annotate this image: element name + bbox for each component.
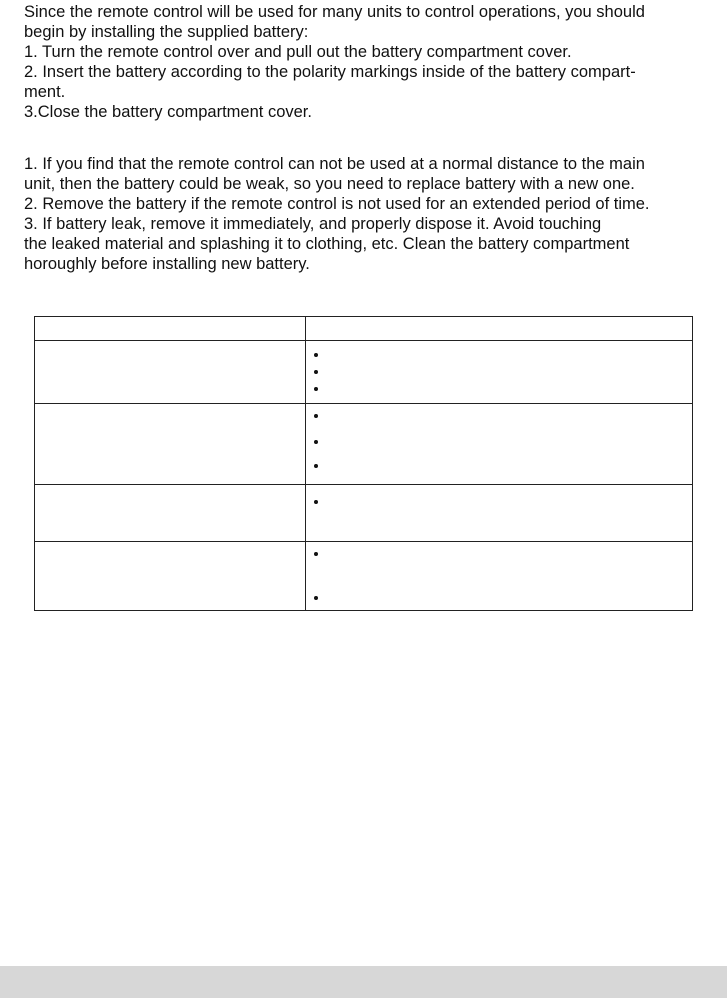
table-row [35,404,693,485]
remedy-cell [306,404,693,485]
step-3: 3.Close the battery compartment cover. [24,103,312,121]
bullet-icon [314,353,318,357]
symptom-cell [35,485,306,542]
symptom-header-cell [35,317,306,341]
bullet-icon [314,500,318,504]
note-3-end: horoughly before installing new battery. [24,255,310,273]
table-row [35,485,693,542]
battery-notes [24,154,720,274]
remedy-header-cell [306,317,693,341]
page-footer-bar [0,966,727,998]
table-row [35,542,693,611]
step-1: 1. Turn the remote control over and pull out the battery compartment cover. [24,43,572,61]
note-2: 2. Remove the battery if the remote control is not used for an extended period of time. [24,195,650,213]
table-header-row [35,317,693,341]
remedy-cell [306,542,693,611]
bullet-icon [314,440,318,444]
symptom-cell [35,542,306,611]
note-3: 3. If battery leak, remove it immediately, and properly dispose it. Avoid touching [24,215,602,233]
symptom-cell [35,341,306,404]
bullet-icon [314,596,318,600]
note-1-continued: unit, then the battery could be weak, so you need to replace battery with a new one. [24,175,635,193]
table-row [35,341,693,404]
remedy-cell [306,341,693,404]
battery-installation-instructions [24,2,720,122]
note-3-continued: the leaked material and splashing it to clothing, etc. Clean the battery compartment [24,235,630,253]
text-line: begin by installing the supplied battery: [24,23,309,41]
bullet-icon [314,387,318,391]
note-1: 1. If you find that the remote control can not be used at a normal distance to the main [24,155,645,173]
bullet-icon [314,464,318,468]
bullet-icon [314,370,318,374]
symptom-cell [35,404,306,485]
bullet-icon [314,552,318,556]
text-line: Since the remote control will be used for many units to control operations, you should [24,3,645,21]
bullet-icon [314,414,318,418]
troubleshooting-table [34,316,693,611]
remedy-cell [306,485,693,542]
step-2: 2. Insert the battery according to the polarity markings inside of the battery compart- [24,63,636,81]
step-2-continued: ment. [24,83,66,101]
